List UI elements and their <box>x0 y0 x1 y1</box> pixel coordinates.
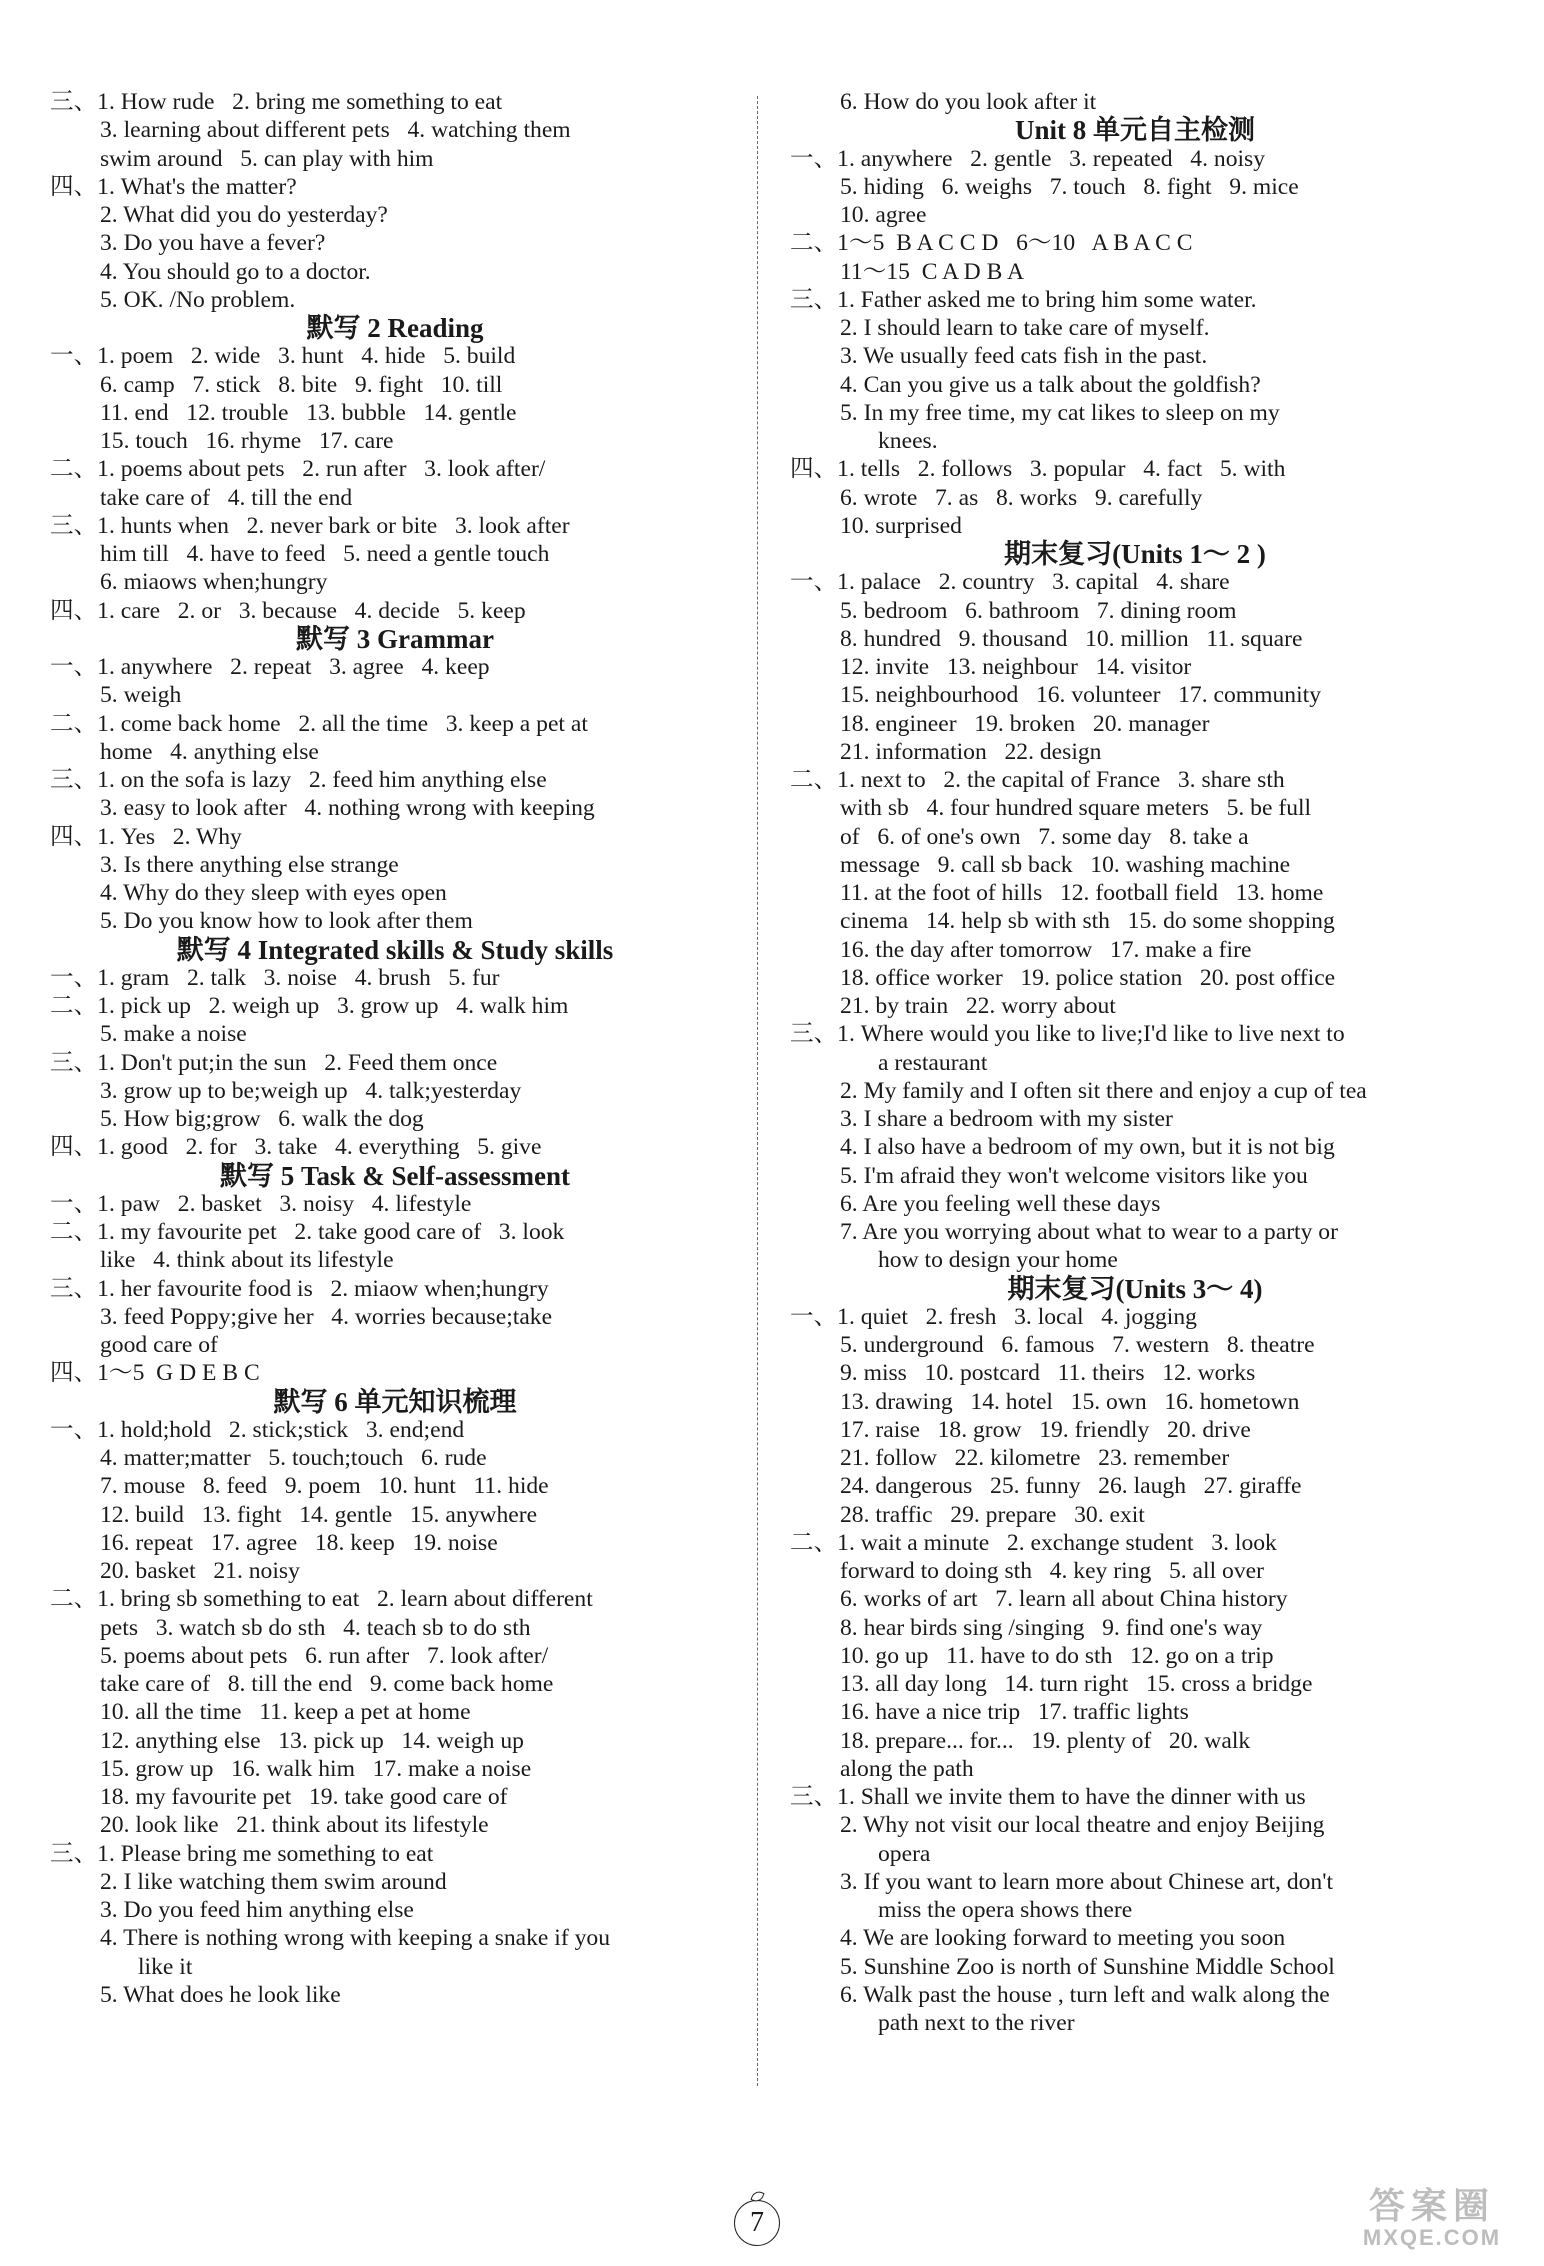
answer-line: 12. build 13. fight 14. gentle 15. anywhere <box>100 1501 538 1528</box>
answer-line: 20. basket 21. noisy <box>100 1558 300 1584</box>
answer-line: 7. Are you worrying about what to wear to a party or <box>840 1219 1338 1245</box>
answer-line: take care of 8. till the end 9. come back home <box>100 1671 554 1697</box>
answer-line: 20. look like 21. think about its lifestyle <box>100 1812 489 1839</box>
answer-line: 三、1. Where would you like to live;I'd like to live next to <box>790 1021 1345 1048</box>
answer-line: knees. <box>878 428 938 454</box>
answer-line: 4. You should go to a doctor. <box>100 258 371 285</box>
answer-line: 28. traffic 29. prepare 30. exit <box>840 1501 1145 1528</box>
answer-line: how to design your home <box>878 1247 1118 1274</box>
answer-line: path next to the river <box>878 2010 1075 2036</box>
answer-line: 2. I like watching them swim around <box>100 1868 447 1895</box>
column-divider <box>757 96 758 2086</box>
answer-line: 16. repeat 17. agree 18. keep 19. noise <box>100 1529 498 1556</box>
answer-line: 三、1. on the sofa is lazy 2. feed him anything else <box>50 767 547 793</box>
answer-line: 3. We usually feed cats fish in the past. <box>840 343 1208 370</box>
answer-line: 3. Do you feed him anything else <box>100 1897 414 1923</box>
answer-line: 16. the day after tomorrow 17. make a fire <box>840 936 1252 963</box>
answer-line: 11. end 12. trouble 13. bubble 14. gentle <box>100 399 517 426</box>
section-heading: 期末复习(Units 3～ 4) <box>1007 1273 1263 1304</box>
answer-line: 4. We are looking forward to meeting you soon <box>840 1925 1286 1952</box>
answer-line: 12. anything else 13. pick up 14. weigh up <box>100 1727 524 1754</box>
answer-line: 2. I should learn to take care of myself. <box>840 315 1210 341</box>
answer-line: forward to doing sth 4. key ring 5. all over <box>840 1558 1264 1584</box>
section-heading: 默写 3 Grammar <box>296 623 494 654</box>
answer-line: 8. hear birds sing /singing 9. find one's way <box>840 1614 1263 1641</box>
answer-line: 4. matter;matter 5. touch;touch 6. rude <box>100 1445 487 1471</box>
answer-line: 8. hundred 9. thousand 10. million 11. square <box>840 625 1303 652</box>
answer-line: 5. OK. /No problem. <box>100 286 296 313</box>
answer-line: along the path <box>840 1755 974 1782</box>
answer-line: 10. all the time 11. keep a pet at home <box>100 1699 471 1726</box>
answer-line: like it <box>138 1953 193 1980</box>
answer-line: 三、1. Father asked me to bring him some water. <box>790 286 1257 313</box>
answer-line: 一、1. paw 2. basket 3. noisy 4. lifestyle <box>50 1190 472 1217</box>
answer-line: pets 3. watch sb do sth 4. teach sb to do sth <box>100 1614 531 1641</box>
answer-line: 三、1. Shall we invite them to have the dinner with us <box>790 1784 1306 1810</box>
answer-line: 3. Do you have a fever? <box>100 230 326 257</box>
answer-line: 5. I'm afraid they won't welcome visitors like you <box>840 1162 1308 1189</box>
section-heading: 默写 4 Integrated skills & Study skills <box>176 934 614 965</box>
answer-line: 二、1. wait a minute 2. exchange student 3. look <box>790 1529 1277 1556</box>
answer-line: 二、1. bring sb something to eat 2. learn about different <box>50 1586 593 1613</box>
answer-line: 5. In my free time, my cat likes to sleep on my <box>840 399 1280 426</box>
watermark-url: MXQE.COM <box>1362 2225 1502 2250</box>
answer-line: 10. agree <box>840 202 927 228</box>
answer-line: of 6. of one's own 7. some day 8. take a <box>840 823 1249 850</box>
answer-line: 10. surprised <box>840 512 962 539</box>
answer-line: opera <box>878 1840 931 1867</box>
answer-line: 一、1. anywhere 2. repeat 3. agree 4. keep <box>50 654 490 680</box>
answer-line: 4. I also have a bedroom of my own, but it is not big <box>840 1134 1335 1161</box>
answer-line: 18. my favourite pet 19. take good care of <box>100 1784 508 1810</box>
answer-line: 4. Can you give us a talk about the goldfish? <box>840 371 1261 398</box>
answer-line: 6. works of art 7. learn all about China history <box>840 1586 1288 1613</box>
answer-line: 四、1. tells 2. follows 3. popular 4. fact 5. with <box>790 456 1286 483</box>
answer-line: 一、1. anywhere 2. gentle 3. repeated 4. noisy <box>790 145 1266 172</box>
answer-line: 二、1～5 B A C C D 6～10 A B A C C <box>790 230 1193 257</box>
answer-line: 5. underground 6. famous 7. western 8. theatre <box>840 1332 1315 1358</box>
right-column <box>790 88 1480 2037</box>
answer-line: 四、1. Yes 2. Why <box>50 823 242 850</box>
answer-line: 3. I share a bedroom with my sister <box>840 1106 1173 1132</box>
answer-line: a restaurant <box>878 1049 988 1076</box>
answer-line: 4. Why do they sleep with eyes open <box>100 880 447 906</box>
answer-line: 5. bedroom 6. bathroom 7. dining room <box>840 597 1237 624</box>
answer-line: 6. Are you feeling well these days <box>840 1190 1161 1217</box>
answer-line: 10. go up 11. have to do sth 12. go on a trip <box>840 1642 1274 1669</box>
answer-line: 二、1. poems about pets 2. run after 3. look after/ <box>50 456 546 483</box>
answer-line: 四、1. care 2. or 3. because 4. decide 5. keep <box>50 597 526 624</box>
section-heading: 期末复习(Units 1～ 2 ) <box>1004 539 1266 569</box>
answer-line: 一、1. hold;hold 2. stick;stick 3. end;end <box>50 1416 465 1443</box>
answer-line: 3. If you want to learn more about Chinese art, don't <box>840 1868 1334 1895</box>
answer-line: 21. by train 22. worry about <box>840 993 1116 1019</box>
answer-line: 二、1. come back home 2. all the time 3. keep a pet at <box>50 710 588 737</box>
answer-line: 5. How big;grow 6. walk the dog <box>100 1106 424 1132</box>
watermark-title: 答案圈 <box>1368 2185 1495 2226</box>
answer-line: good care of <box>100 1332 218 1358</box>
answer-line: 13. drawing 14. hotel 15. own 16. hometown <box>840 1388 1300 1415</box>
answer-line: 24. dangerous 25. funny 26. laugh 27. giraffe <box>840 1473 1302 1500</box>
answer-line: 9. miss 10. postcard 11. theirs 12. works <box>840 1360 1256 1387</box>
answer-line: 4. There is nothing wrong with keeping a snake if you <box>100 1925 611 1952</box>
answer-line: 21. information 22. design <box>840 738 1102 765</box>
answer-line: him till 4. have to feed 5. need a gentle touch <box>100 541 550 567</box>
answer-line: 17. raise 18. grow 19. friendly 20. drive <box>840 1416 1251 1443</box>
answer-line: 15. touch 16. rhyme 17. care <box>100 428 394 454</box>
answer-line: 三、1. How rude 2. bring me something to eat <box>50 89 503 115</box>
answer-line: miss the opera shows there <box>878 1897 1133 1923</box>
answer-line: 四、1. good 2. for 3. take 4. everything 5. give <box>50 1134 542 1161</box>
answer-line: 12. invite 13. neighbour 14. visitor <box>840 654 1192 680</box>
answer-line: 三、1. her favourite food is 2. miaow when;hungry <box>50 1275 549 1302</box>
answer-line: 一、1. poem 2. wide 3. hunt 4. hide 5. build <box>50 343 516 370</box>
section-heading: 默写 6 单元知识梳理 <box>273 1386 517 1417</box>
answer-line: 三、1. Please bring me something to eat <box>50 1840 434 1867</box>
answer-line: 16. have a nice trip 17. traffic lights <box>840 1699 1189 1726</box>
answer-line: 21. follow 22. kilometre 23. remember <box>840 1445 1230 1471</box>
answer-line: 5. Sunshine Zoo is north of Sunshine Middle School <box>840 1953 1335 1980</box>
answer-line: 13. all day long 14. turn right 15. cross a bridge <box>840 1671 1313 1697</box>
answer-line: 11. at the foot of hills 12. football field 13. home <box>840 880 1324 906</box>
answer-line: like 4. think about its lifestyle <box>100 1247 394 1274</box>
answer-line: 二、1. my favourite pet 2. take good care of 3. look <box>50 1219 565 1245</box>
answer-line: 三、1. hunts when 2. never bark or bite 3. look after <box>50 512 570 539</box>
answer-line: 2. My family and I often sit there and enjoy a cup of tea <box>840 1077 1367 1104</box>
left-column <box>50 88 740 2009</box>
answer-line: 6. How do you look after it <box>840 89 1097 115</box>
answer-line: 3. Is there anything else strange <box>100 851 399 878</box>
answer-line: take care of 4. till the end <box>100 484 353 511</box>
answer-line: 一、1. quiet 2. fresh 3. local 4. jogging <box>790 1303 1197 1330</box>
answer-line: 5. weigh <box>100 682 182 709</box>
answer-line: 6. wrote 7. as 8. works 9. carefully <box>840 484 1203 511</box>
answer-line: home 4. anything else <box>100 738 319 765</box>
answer-line: 7. mouse 8. feed 9. poem 10. hunt 11. hide <box>100 1473 549 1500</box>
answer-line: 3. easy to look after 4. nothing wrong with keeping <box>100 795 595 822</box>
answer-line: 2. What did you do yesterday? <box>100 202 388 228</box>
answer-line: 18. engineer 19. broken 20. manager <box>840 710 1210 737</box>
answer-line: 2. Why not visit our local theatre and enjoy Beijing <box>840 1812 1325 1839</box>
page-number: 7 <box>734 2200 780 2246</box>
answer-line: 5. Do you know how to look after them <box>100 908 473 935</box>
answer-line: 15. grow up 16. walk him 17. make a noise <box>100 1755 532 1782</box>
section-heading: Unit 8 单元自主检测 <box>1014 115 1255 146</box>
answer-line: swim around 5. can play with him <box>100 145 434 172</box>
answer-line: 二、1. pick up 2. weigh up 3. grow up 4. walk him <box>50 993 569 1019</box>
answer-line: 18. prepare... for... 19. plenty of 20. walk <box>840 1727 1251 1754</box>
section-heading: 默写 5 Task & Self-assessment <box>219 1160 571 1191</box>
answer-line: 6. camp 7. stick 8. bite 9. fight 10. till <box>100 371 503 398</box>
answer-line: 5. What does he look like <box>100 1981 341 2008</box>
answer-line: 3. feed Poppy;give her 4. worries because;take <box>100 1303 553 1330</box>
answer-line: 6. Walk past the house , turn left and walk along the <box>840 1981 1330 2008</box>
answer-line: cinema 14. help sb with sth 15. do some shopping <box>840 908 1335 935</box>
answer-line: 四、1. What's the matter? <box>50 173 297 200</box>
answer-line: 三、1. Don't put;in the sun 2. Feed them once <box>50 1049 498 1076</box>
answer-line: 3. grow up to be;weigh up 4. talk;yesterday <box>100 1077 522 1104</box>
answer-line: 3. learning about different pets 4. watching them <box>100 117 571 144</box>
section-heading: 默写 2 Reading <box>306 313 484 343</box>
answer-line: 一、1. palace 2. country 3. capital 4. share <box>790 569 1230 596</box>
answer-line: 6. miaows when;hungry <box>100 569 328 596</box>
answer-line: 5. hiding 6. weighs 7. touch 8. fight 9. mice <box>840 173 1299 200</box>
answer-line: 18. office worker 19. police station 20. post office <box>840 964 1336 991</box>
answer-line: 四、1～5 G D E B C <box>50 1360 260 1387</box>
answer-line: 15. neighbourhood 16. volunteer 17. community <box>840 682 1321 709</box>
watermark-logo <box>1342 2186 1522 2256</box>
answer-line: 5. poems about pets 6. run after 7. look after/ <box>100 1642 549 1669</box>
answer-line: message 9. call sb back 10. washing machine <box>840 851 1291 878</box>
answer-line: with sb 4. four hundred square meters 5. be full <box>840 795 1312 822</box>
answer-line: 5. make a noise <box>100 1021 247 1048</box>
answer-line: 一、1. gram 2. talk 3. noise 4. brush 5. fur <box>50 964 500 991</box>
answer-line: 11～15 C A D B A <box>840 258 1024 285</box>
answer-line: 二、1. next to 2. the capital of France 3. share sth <box>790 767 1285 793</box>
